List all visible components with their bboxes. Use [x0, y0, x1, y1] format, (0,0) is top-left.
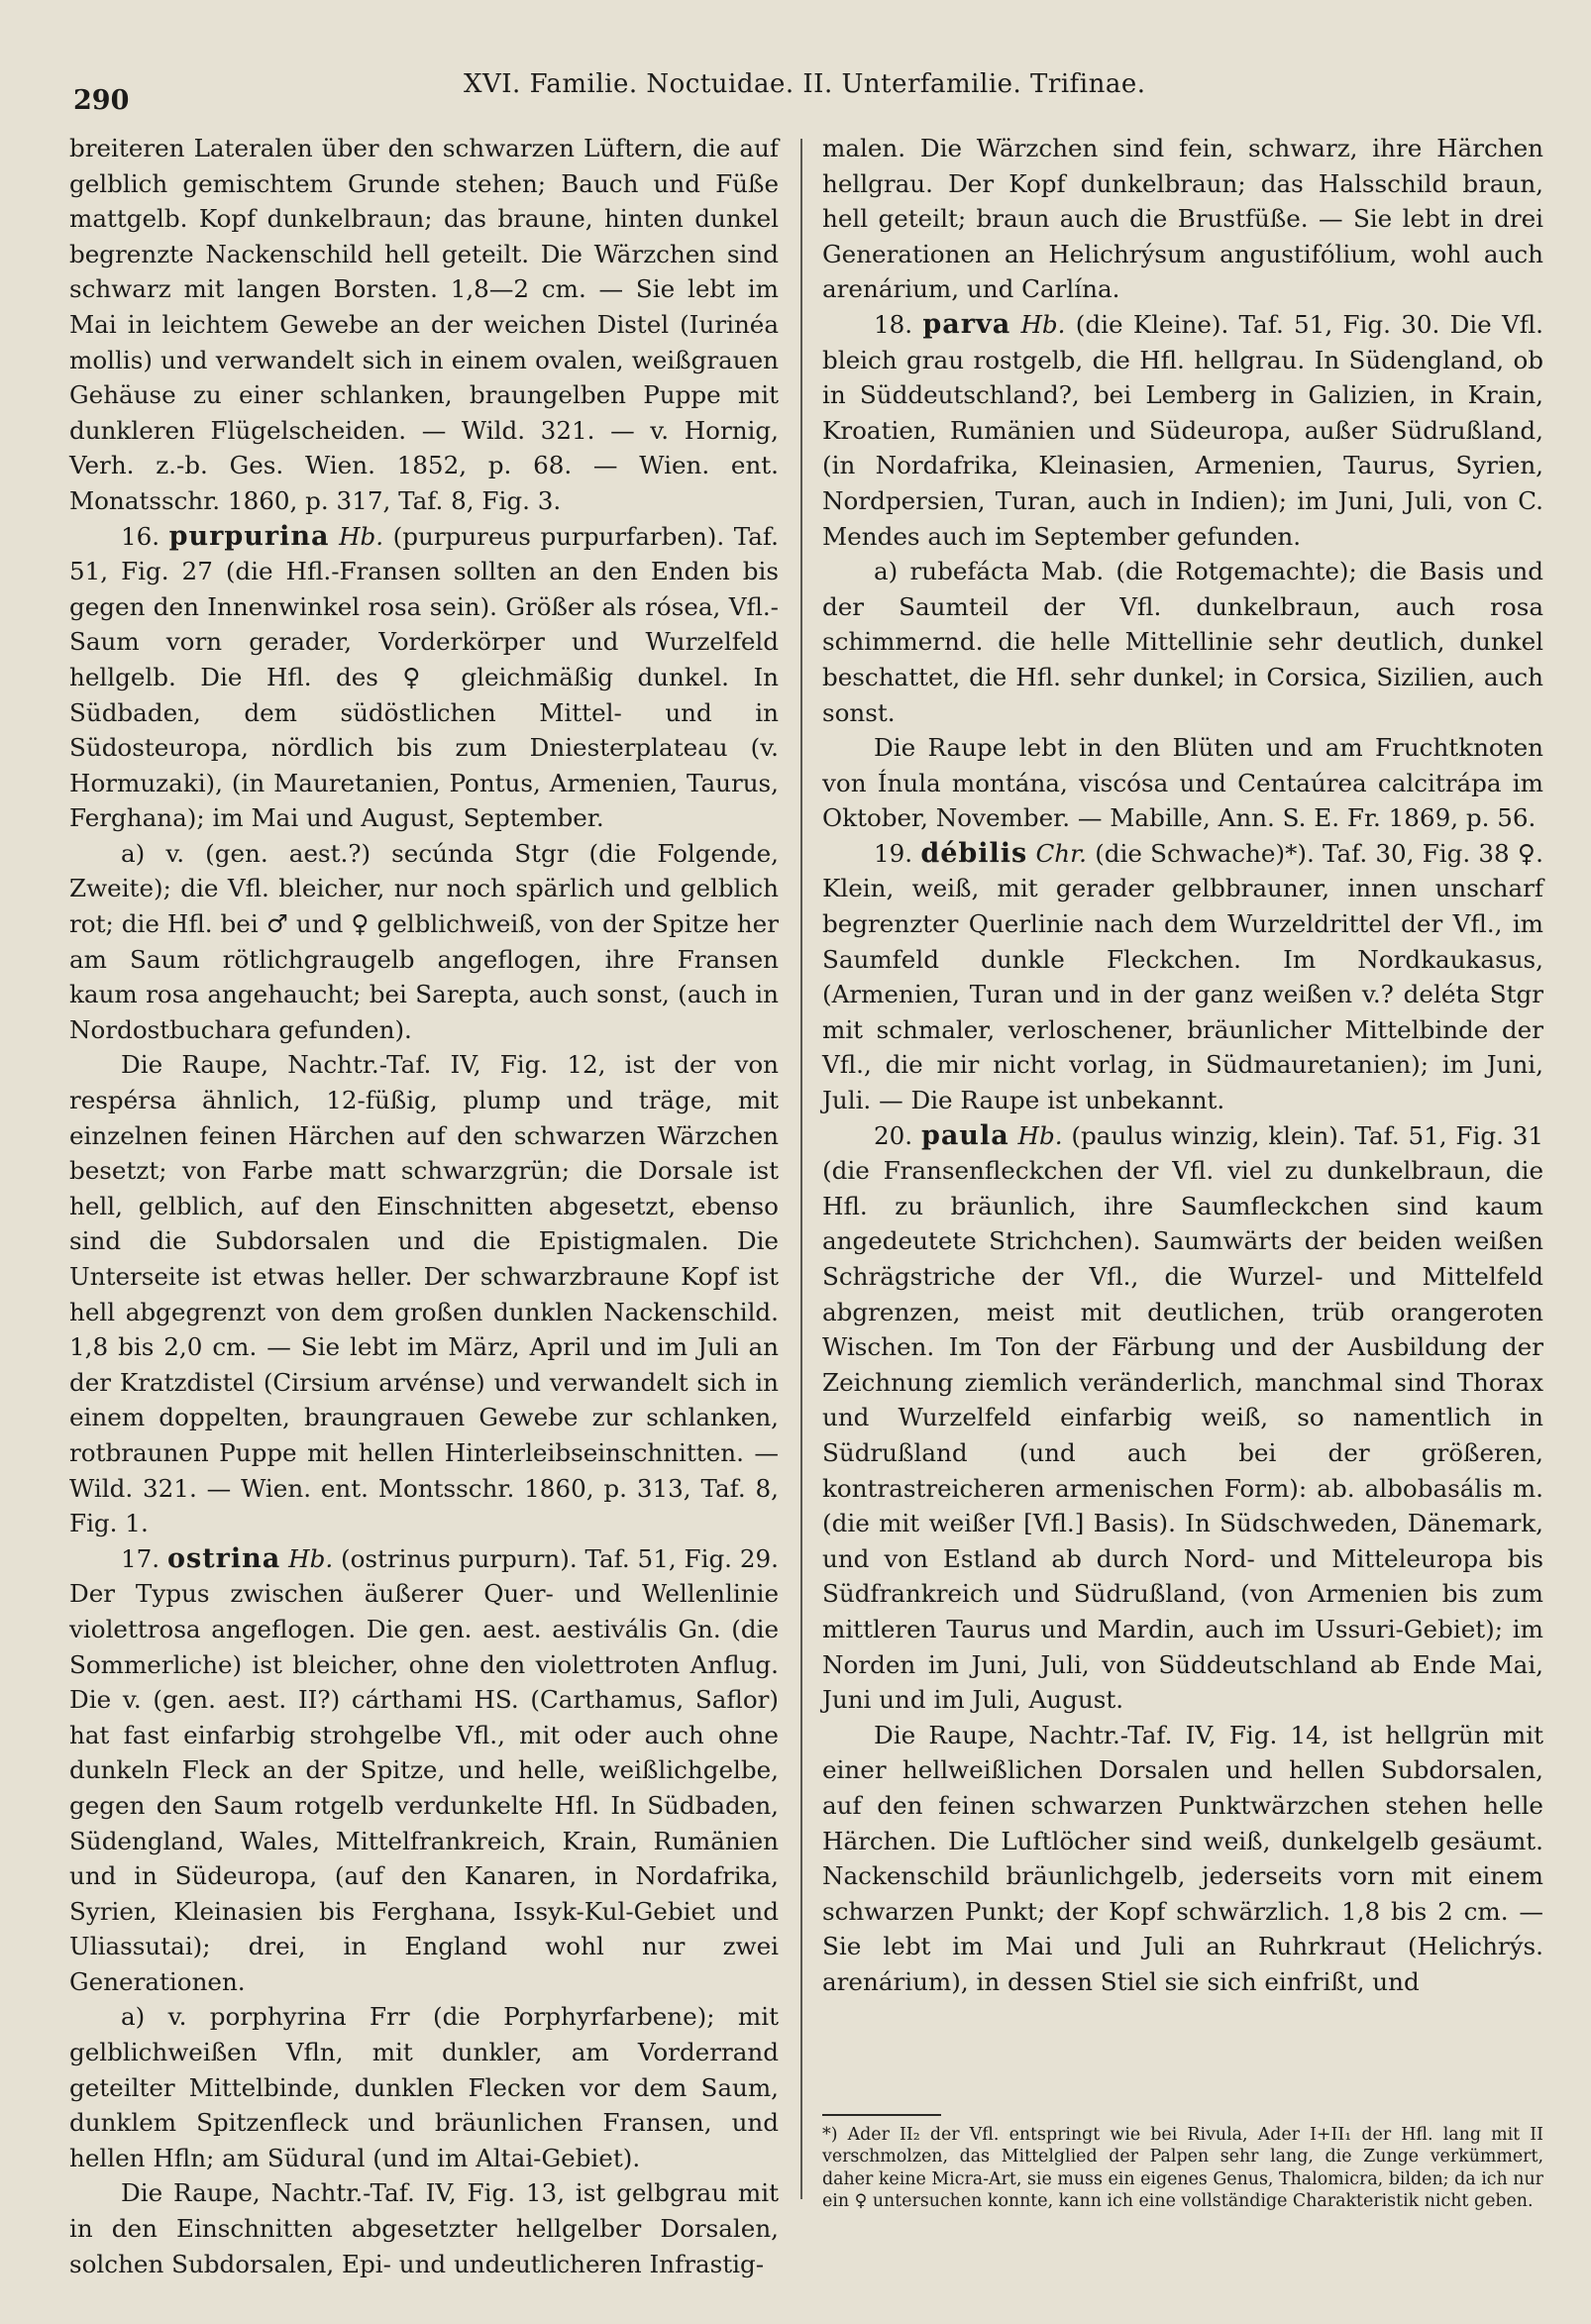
- paragraph-text: a) rubefácta Mab. (die Rotgemachte); die Basis und der Saumteil der Vfl. dunkelbraun, auch rosa schimmernd. die helle Mittellinie sehr deutlich, dunkel beschattet, die Hfl. sehr dunkel; in Corsica, Sizilien, auch sonst.: [822, 557, 1543, 727]
- species-description: (ostrinus purpurn). Taf. 51, Fig. 29. Der Typus zwischen äußerer Quer- und Wellenlinie violettrosa angeflogen. Die gen. aest. aestivális Gn. (die Sommerliche) ist bleicher, ohne den violettroten Anflug. Die v. (gen. aest. II?) cárthami HS. (Carthamus, Saflor) hat fast einfarbig strohgelbe Vfl., mit oder auch ohne dunkeln Fleck an der Spitze, und helle, weißlichgelbe, gegen den Saum rotgelb verdunkelte Hfl. In Südbaden, Südengland, Wales, Mittelfrankreich, Krain, Rumänien und in Südeuropa, (auf den Kanaren, in Nordafrika, Syrien, Kleinasien bis Ferghana, Issyk-Kul-Gebiet und Uliassutai); drei, in England wohl nur zwei Generationen.: [69, 1543, 779, 1996]
- species-number: 19.: [874, 838, 913, 868]
- running-head: XVI. Familie. Noctuidae. II. Unterfamilie. Trifinae.: [464, 69, 1146, 99]
- continued-paragraph: [822, 131, 1543, 307]
- species-entry: [69, 519, 779, 836]
- species-description: (purpureus purpurfarben). Taf. 51, Fig. 27 (die Hfl.-Fransen sollten an den Enden bis gegen den Innenwinkel rosa sein). Größer als rósea, Vfl.-Saum vorn gerader, Vorderkörper und Wurzelfeld hellgelb. Die Hfl. des ♀ gleichmäßig dunkel. In Südbaden, dem südöstlichen Mittel- und in Südosteuropa, nördlich bis zum Dniesterplateau (v. Hormuzaki), (in Mauretanien, Pontus, Armenien, Taurus, Ferghana); im Mai und August, September.: [69, 521, 779, 833]
- paragraph-text: breiteren Lateralen über den schwarzen Lüftern, die auf gelblich gemischtem Grunde stehen; Bauch und Füße mattgelb. Kopf dunkelbraun; das braune, hinten dunkel begrenzte Nackenschild hell geteilt. Die Wärzchen sind schwarz mit langen Borsten. 1,8—2 cm. — Sie lebt im Mai in leichtem Gewebe an der weichen Distel (Iurinéa mollis) und verwandelt sich in einem ovalen, weißgrauen Gehäuse zu einer schlanken, braungelben Puppe mit dunkleren Flügelscheiden. — Wild. 321. — v. Hornig, Verh. z.-b. Ges. Wien. 1852, p. 68. — Wien. ent. Monatsschr. 1860, p. 317, Taf. 8, Fig. 3.: [69, 134, 779, 515]
- species-number: 18.: [874, 309, 913, 339]
- species-author: Hb.: [288, 1543, 334, 1573]
- footnote: *) Ader II₂ der Vfl. entspringt wie bei Rivula, Ader I+II₁ der Hfl. lang mit II verschmolzen, das Mittelglied der Palpen sehr lang, die Zunge verkümmert, daher keine Micra-Art, sie muss ein eigenes Genus, Thalomicra, bilden; da ich nur ein ♀ untersuchen konnte, kann ich eine vollständige Charakteristik nicht geben.: [822, 2125, 1543, 2212]
- paragraph: [822, 554, 1543, 730]
- species-number: 20.: [874, 1120, 913, 1150]
- species-description: (paulus winzig, klein). Taf. 51, Fig. 31 (die Fransenfleckchen der Vfl. viel zu dunkelbraun, die Hfl. zu bräunlich, ihre Saumfleckchen sind kaum angedeutete Strichchen). Saumwärts der beiden weißen Schrägstriche der Vfl., die Wurzel- und Mittelfeld abgrenzen, meist mit deutlichen, trüb orangeroten Wischen. Im Ton der Färbung und der Ausbildung der Zeichnung ziemlich veränderlich, manchmal sind Thorax und Wurzelfeld einfarbig weiß, so namentlich in Südrußland (und auch bei der größeren, kontrastreicheren armenischen Form): ab. albobasális m. (die mit weißer [Vfl.] Basis). In Südschweden, Dänemark, und von Estland ab durch Nord- und Mitteleuropa bis Südfrankreich und Südrußland, (von Armenien bis zum mittleren Taurus und Mardin, auch im Ussuri-Gebiet); im Norden im Juni, Juli, von Süddeutschland ab Ende Mai, Juni und im Juli, August.: [822, 1120, 1543, 1715]
- species-number: 16.: [121, 521, 160, 551]
- species-author: Hb.: [1020, 309, 1066, 339]
- paragraph-text: a) v. porphyrina Frr (die Porphyrfarbene); mit gelblichweißen Vfln, mit dunkler, am Vorderrand geteilter Mittelbinde, dunklen Flecken vor dem Saum, dunklem Spitzenfleck und bräunlichen Fransen, und hellen Hfln; am Südural (und im Altai-Gebiet).: [69, 2002, 779, 2172]
- paragraph-text: malen. Die Wärzchen sind fein, schwarz, ihre Härchen hellgrau. Der Kopf dunkelbraun; das Halsschild braun, hell geteilt; braun auch die Brustfüße. — Sie lebt in drei Generationen an Helichrýsum angustifólium, wohl auch arenárium, und Carlína.: [822, 134, 1543, 304]
- paragraph-text: a) v. (gen. aest.?) secúnda Stgr (die Folgende, Zweite); die Vfl. bleicher, nur noch spärlich und gelblich rot; die Hfl. bei ♂ und ♀ gelblichweiß, von der Spitze her am Saum rötlichgraugelb angeflogen, ihre Fransen kaum rosa angehaucht; bei Sarepta, auch sonst, (auch in Nordostbuchara gefunden).: [69, 838, 779, 1044]
- paragraph: [69, 1999, 779, 2175]
- paragraph: [69, 2175, 779, 2281]
- paragraph-text: Die Raupe, Nachtr.-Taf. IV, Fig. 14, ist hellgrün mit einer hellweißlichen Dorsalen und hellen Subdorsalen, auf den feinen schwarzen Punktwärzchen stehen helle Härchen. Die Luftlöcher sind weiß, dunkelgelb gesäumt. Nackenschild bräunlichgelb, jederseits vorn mit einem schwarzen Punkt; der Kopf schwärzlich. 1,8 bis 2 cm. — Sie lebt im Mai und Juli an Ruhrkraut (Helichrýs. arenárium), in dessen Stiel sie sich einfrißt, und: [822, 1720, 1543, 1996]
- species-author: Chr.: [1035, 838, 1087, 868]
- species-name: purpurina: [168, 520, 330, 552]
- paragraph: [822, 730, 1543, 836]
- paragraph: [69, 836, 779, 1048]
- species-name: parva: [922, 308, 1011, 340]
- paragraph-text: Die Raupe, Nachtr.-Taf. IV, Fig. 13, ist gelbgrau mit in den Einschnitten abgesetzter hellgelber Dorsalen, solchen Subdorsalen, Epi- und undeutlicheren Infrastig-: [69, 2178, 779, 2278]
- paragraph: [822, 1718, 1543, 2000]
- continued-paragraph: [69, 131, 779, 519]
- paragraph-text: Die Raupe, Nachtr.-Taf. IV, Fig. 12, ist der von respérsa ähnlich, 12-füßig, plump und träge, mit einzelnen feinen Härchen auf den schwarzen Wärzchen besetzt; von Farbe matt schwarzgrün; die Dorsale ist hell, gelblich, auf den Einschnitten abgesetzt, ebenso sind die Subdorsalen und die Epistigmalen. Die Unterseite ist etwas heller. Der schwarzbraune Kopf ist hell abgegrenzt von dem großen dunklen Nackenschild. 1,8 bis 2,0 cm. — Sie lebt im März, April und im Juli an der Kratzdistel (Cirsium arvénse) und verwandelt sich in einem doppelten, braungrauen Gewebe zur schlanken, rotbraunen Puppe mit hellen Hinterleibseinschnitten. — Wild. 321. — Wien. ent. Montsschr. 1860, p. 313, Taf. 8, Fig. 1.: [69, 1050, 779, 1538]
- species-name: ostrina: [166, 1542, 281, 1574]
- left-column: [69, 131, 779, 2281]
- footnote-rule: [822, 2114, 941, 2116]
- paragraph: [69, 1047, 779, 1540]
- species-entry: [69, 1541, 779, 2000]
- species-author: Hb.: [339, 521, 384, 551]
- column-divider: [800, 139, 802, 2199]
- species-name: débilis: [920, 837, 1028, 869]
- paragraph-text: Die Raupe lebt in den Blüten und am Fruchtknoten von Ínula montána, viscósa und Centaúrea calcitrápa im Oktober, November. — Mabille, Ann. S. E. Fr. 1869, p. 56.: [822, 733, 1543, 833]
- species-name: paula: [920, 1119, 1009, 1151]
- right-column: [822, 131, 1543, 1999]
- species-entry: [822, 307, 1543, 554]
- species-entry: [822, 1118, 1543, 1718]
- species-description: (die Schwache)*). Taf. 30, Fig. 38 ♀. Klein, weiß, mit gerader gelbbrauner, innen unscharf begrenzter Querlinie nach dem Wurzeldrittel der Vfl., im Saumfeld dunkle Fleckchen. Im Nordkaukasus, (Armenien, Turan und in der ganz weißen v.? deléta Stgr mit schmaler, verloschener, bräunlicher Mittelbinde der Vfl., die mir nicht vorlag, in Südmauretanien); im Juni, Juli. — Die Raupe ist unbekannt.: [822, 838, 1543, 1115]
- species-number: 17.: [121, 1543, 160, 1573]
- page-number: 290: [73, 85, 130, 116]
- species-entry: [822, 836, 1543, 1118]
- species-author: Hb.: [1017, 1120, 1063, 1150]
- species-description: (die Kleine). Taf. 51, Fig. 30. Die Vfl. bleich grau rostgelb, die Hfl. hellgrau. In Südengland, ob in Süddeutschland?, bei Lemberg in Galizien, in Krain, Kroatien, Rumänien und Südeuropa, außer Südrußland, (in Nordafrika, Kleinasien, Armenien, Taurus, Syrien, Nordpersien, Turan, auch in Indien); im Juni, Juli, von C. Mendes auch im September gefunden.: [822, 309, 1543, 551]
